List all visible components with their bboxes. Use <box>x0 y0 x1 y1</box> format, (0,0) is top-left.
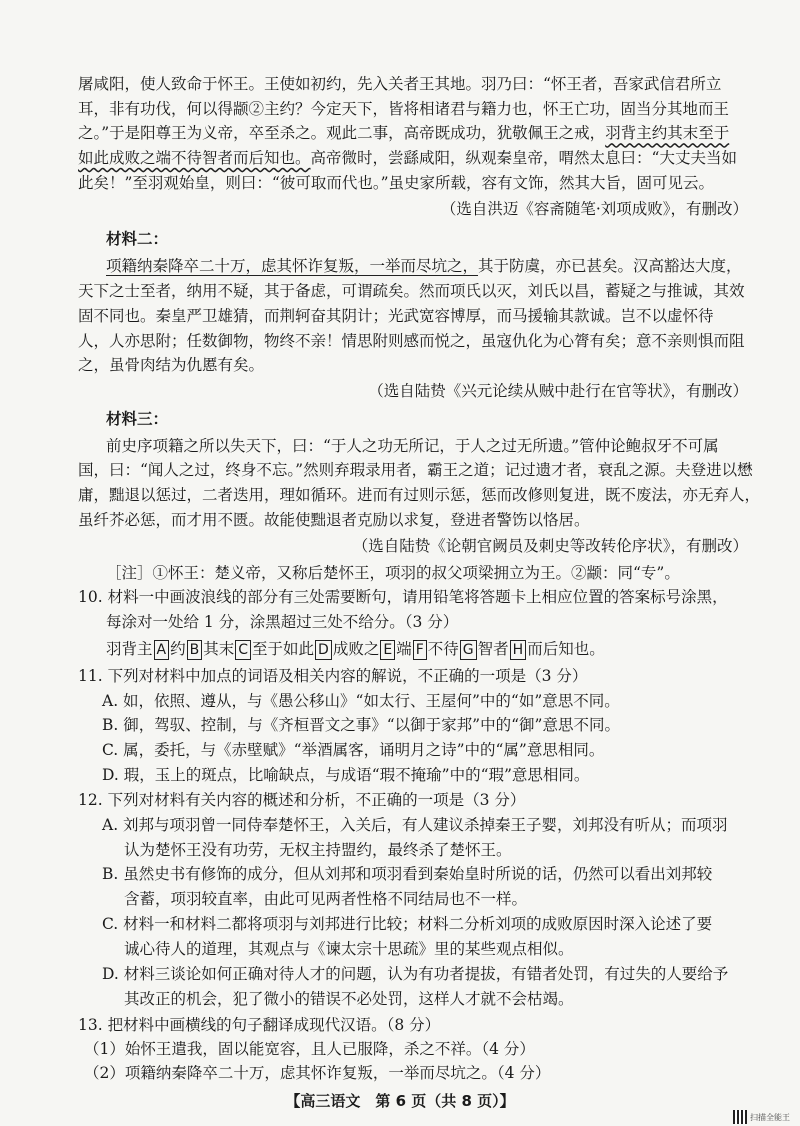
underlined-sentence-2: 项籍纳秦降卒二十万，虑其怀诈复叛，一举而尽坑之， <box>106 257 479 276</box>
q10-seg-2: 约 <box>170 640 186 659</box>
annotation-note: ［注］①怀王：楚义帝，又称后楚怀王，项羽的叔父项梁拥立为王。②颛：同“专”。 <box>106 563 680 582</box>
q12-option-a-cont: 认为楚怀王没有功劳，无权主持盟约，最终杀了楚怀王。 <box>124 840 512 859</box>
page-footer: 【高三语文 第 6 页（共 8 页）】 <box>285 1092 515 1110</box>
material2-source: （选自陆贽《兴元论续从贼中赴行在官等状》，有删改） <box>368 382 748 401</box>
material1-line-3-text: 之。”于是阳尊王为义帝，卒至杀之。观此二事，高帝既成功，犹敬佩王之戒， <box>78 124 606 143</box>
q11-option-c[interactable]: C. 属，委托，与《赤壁赋》“举酒属客，诵明月之诗”中的“属”意思相同。 <box>102 741 605 760</box>
q10-seg-5: 成败之 <box>332 640 380 659</box>
q12-option-c-cont: 诚心待人的道理，其观点与《谏太宗十思疏》里的某些观点相似。 <box>124 939 574 958</box>
q10-sentence <box>106 636 605 662</box>
material3-line-2: 国，曰：“闻人之过，终身不忘。”然则弃瑕录用者，霸王之道；记过遗才者，衰乱之源。夫登进以懋 <box>78 461 753 480</box>
material1-line-1: 屠咸阳，使人致命于怀王。王使如初约，先入关者王其地。羽乃曰：“怀王者，吾家武信君所立 <box>78 74 722 93</box>
q11-option-d[interactable]: D. 瑕，玉上的斑点，比喻缺点，与成语“瑕不掩瑜”中的“瑕”意思相同。 <box>102 766 590 785</box>
q10-seg-9: 而后知也。 <box>527 640 605 659</box>
q12-stem: 12. 下列对材料有关内容的概述和分析，不正确的一项是（3 分） <box>78 790 526 809</box>
q10-marker-d[interactable]: D <box>315 640 332 660</box>
q10-seg-7: 不待 <box>427 640 459 659</box>
q10-marker-h[interactable]: H <box>510 640 527 660</box>
material2-line-3: 固不同也。秦皇严卫雄猜，而荆轲奋其阴计；光武宽容博厚，而马援输其款诚。岂不以虚怀待 <box>78 306 714 325</box>
q11-stem: 11. 下列对材料中加点的词语及相关内容的解说，不正确的一项是（3 分） <box>78 666 588 685</box>
q12-option-b-cont: 含蓄，项羽较直率，由此可见两者性格不同结局也不一样。 <box>124 890 528 909</box>
scanner-watermark: 扫描全能王 <box>750 1113 790 1122</box>
q10-marker-c[interactable]: C <box>235 640 251 660</box>
wavy-sentence-part-1: 羽背主约其末至于 <box>605 124 730 143</box>
material3-heading: 材料三： <box>106 409 169 428</box>
q13-stem: 13. 把材料中画横线的句子翻译成现代汉语。（8 分） <box>78 1016 441 1034</box>
material2-heading: 材料二： <box>106 230 169 249</box>
material3-line-3: 庸，黜退以惩过，二者迭用，理如循环。进而有过则示惩，惩而改修则复进，既不废法，亦无弃人， <box>78 486 761 505</box>
material2-line-1-tail: 其于防虞，亦已甚矣。汉高豁达大度， <box>478 257 742 276</box>
material1-line-4 <box>78 145 737 171</box>
q10-seg-1: 羽背主 <box>106 640 153 659</box>
q11-option-a[interactable]: A. 如，依照、遵从，与《愚公移山》“如太行、王屋何”中的“如”意思不同。 <box>102 691 620 710</box>
q12-option-d-cont: 其改正的机会，犯了微小的错误不必处罚，这样人才就不会枯竭。 <box>124 989 574 1008</box>
q11-option-b[interactable]: B. 御，驾驭、控制，与《齐桓晋文之事》“以御于家邦”中的“御”意思不同。 <box>102 716 620 735</box>
q12-option-c[interactable]: C. 材料一和材料二都将项羽与刘邦进行比较；材料二分析刘项的成败原因时深入论述了要 <box>102 915 713 934</box>
q10-stem: 10. 材料一中画波浪线的部分有三处需要断句，请用铅笔将答题卡上相应位置的答案标号涂黑， <box>78 588 728 607</box>
q10-seg-8: 智者 <box>477 640 509 659</box>
qr-code-icon <box>733 1110 747 1124</box>
material3-line-4: 虽纤芥必惩，而才用不匮。故能使黜退者克励以求复，登进者警饬以恪居。 <box>78 511 590 530</box>
wavy-sentence-part-2: 如此成败之端不待智者而后知也。 <box>78 149 311 168</box>
material1-line-5: 此矣！”至羽观始皇，则曰：“彼可取而代也。”虽史家所载，容有文饰，然其大旨，固可见云。 <box>78 173 715 192</box>
q10-seg-4: 至于如此 <box>252 640 315 659</box>
material2-line-5: 之，虽骨肉结为仇慝有矣。 <box>78 356 265 375</box>
q10-marker-b[interactable]: B <box>187 640 203 660</box>
material3-line-1: 前史序项籍之所以失天下，曰：“于人之功无所记，于人之过无所遗。”管仲论鲍叔牙不可属 <box>106 436 719 455</box>
q10-stem-2: 每涂对一处给 1 分，涂黑超过三处不给分。（3 分） <box>106 613 459 632</box>
q13-item-1: （1）始怀王遣我，固以能宽容，且人已服降，杀之不祥。（4 分） <box>84 1040 535 1058</box>
material2-line-1 <box>106 253 742 279</box>
q10-seg-6: 端 <box>396 640 412 659</box>
q10-marker-g[interactable]: G <box>460 640 477 660</box>
material1-line-2: 耳，非有功伐，何以得颛②主约？今定天下，皆将相诸君与籍力也，怀王亡功，固当分其地而王 <box>78 99 730 118</box>
q10-seg-3: 其末 <box>203 640 235 659</box>
q10-marker-a[interactable]: A <box>154 640 170 660</box>
q12-option-b[interactable]: B. 虽然史书有修饰的成分，但从刘邦和项羽看到秦始皇时所说的话，仍然可以看出刘邦较 <box>102 865 713 884</box>
q10-marker-f[interactable]: F <box>413 640 427 660</box>
material2-line-4: 人，人亦思附；任数御物，物终不亲！情思附则感而悦之，虽寇仇化为心膂有矣；意不亲则惧而阻 <box>78 331 745 350</box>
material1-source: （选自洪迈《容斋随笔·刘项成败》，有删改） <box>440 199 748 218</box>
q13-item-2: （2）项籍纳秦降卒二十万，虑其怀诈复叛，一举而尽坑之。（4 分） <box>84 1064 551 1082</box>
q10-marker-e[interactable]: E <box>380 640 395 660</box>
material3-source: （选自陆贽《论朝官阙员及刺史等改转伦序状》，有删改） <box>352 536 748 555</box>
material2-line-2: 天下之士至者，纳用不疑，其于备虑，可谓疏矣。然而项氏以灭，刘氏以昌，蓄疑之与推诚，其效 <box>78 281 745 300</box>
material1-line-4-tail: 高帝微时，尝繇咸阳，纵观秦皇帝，喟然太息曰：“大丈夫当如 <box>310 149 737 168</box>
material1-line-3 <box>78 120 729 146</box>
q12-option-d[interactable]: D. 材料三谈论如何正确对待人才的问题，认为有功者提拔，有错者处罚，有过失的人要给予 <box>102 964 729 983</box>
q12-option-a[interactable]: A. 刘邦与项羽曾一同侍奉楚怀王，入关后，有人建议杀掉秦王子婴，刘邦没有听从；而项羽 <box>102 815 728 834</box>
